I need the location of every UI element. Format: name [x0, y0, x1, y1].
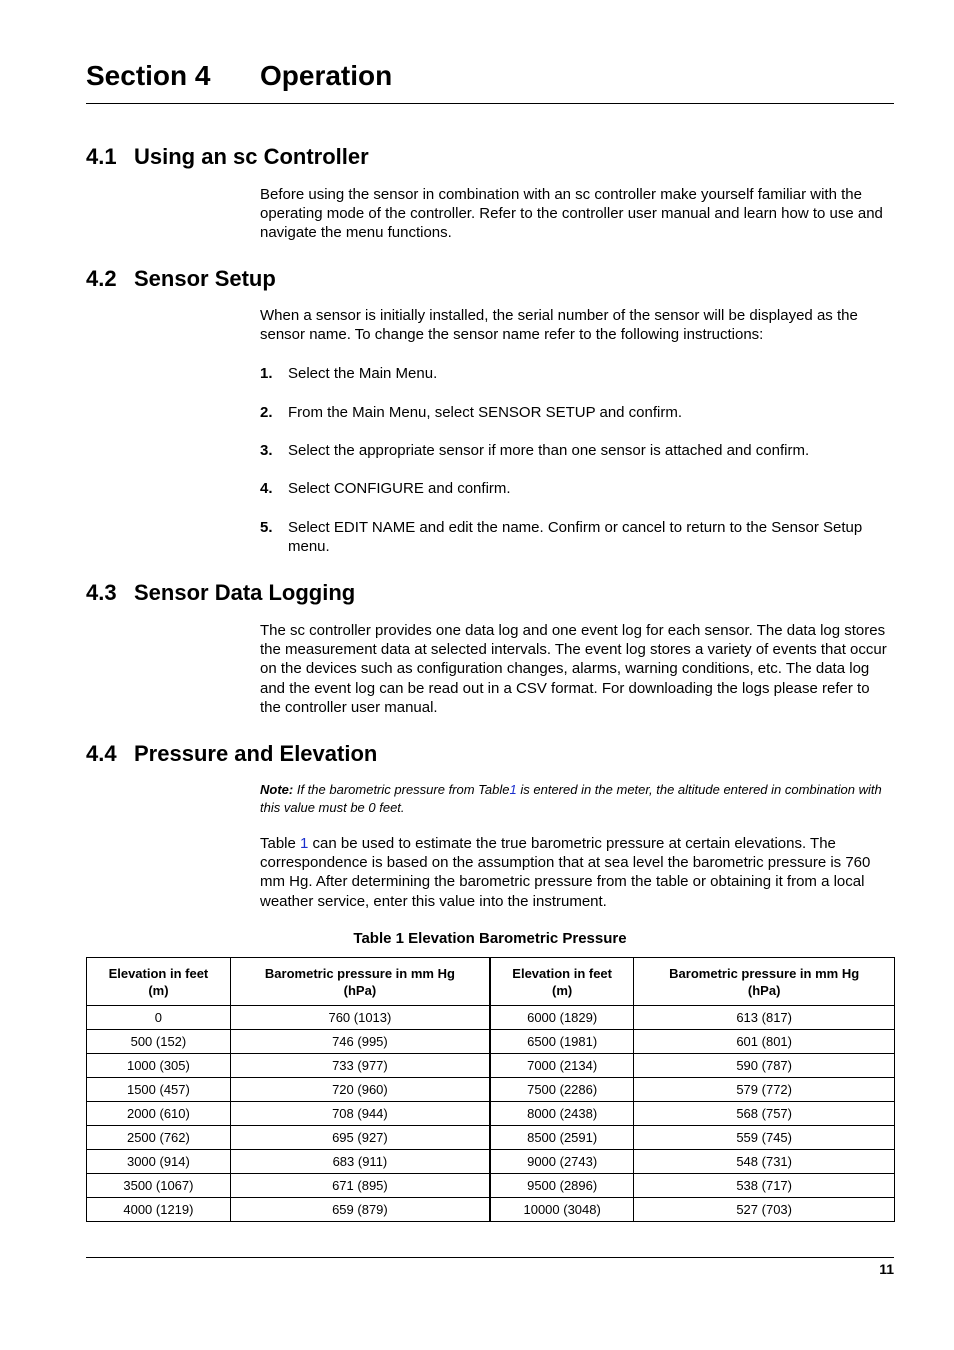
table-cell: 527 (703): [634, 1198, 895, 1222]
table-cell: 720 (960): [230, 1078, 490, 1102]
step-number: 2.: [260, 404, 273, 421]
table-cell: 9500 (2896): [490, 1174, 634, 1198]
paragraph-4-1: Before using the sensor in combination with an sc controller make yourself familiar with the operating mode of the controller. Refer to the controller user manual and learn how to use and navigate the menu functions.: [260, 186, 883, 242]
page-number: 11: [879, 1261, 894, 1277]
table-cell: 1000 (305): [87, 1054, 231, 1078]
table-cell: 708 (944): [230, 1102, 490, 1126]
table-cell: 659 (879): [230, 1198, 490, 1222]
heading-number: 4.4: [86, 741, 117, 766]
table-cell: 568 (757): [634, 1102, 895, 1126]
step-text: Select EDIT NAME and edit the name. Confirm or cancel to return to the Sensor Setup menu.: [288, 519, 863, 556]
heading-title: Using an sc Controller: [134, 144, 369, 169]
heading-number: 4.3: [86, 580, 117, 605]
table-cell: 6500 (1981): [490, 1030, 634, 1054]
table-cell: 500 (152): [87, 1030, 231, 1054]
step-text: From the Main Menu, select SENSOR SETUP and confirm.: [288, 404, 683, 421]
step-text: Select the Main Menu.: [288, 365, 438, 382]
table-cell: 695 (927): [230, 1126, 490, 1150]
step-3: [260, 441, 894, 460]
table-row: [87, 1150, 895, 1174]
table-cell: 3500 (1067): [87, 1174, 231, 1198]
table-link[interactable]: 1: [300, 835, 309, 852]
note: [260, 781, 894, 817]
table-cell: 601 (801): [634, 1030, 895, 1054]
table-cell: 7500 (2286): [490, 1078, 634, 1102]
column-header: Barometric pressure in mm Hg (hPa): [634, 958, 895, 1006]
table-row: [87, 1102, 895, 1126]
table-row: [87, 1054, 895, 1078]
column-header: Elevation in feet (m): [490, 958, 634, 1006]
step-2: [260, 403, 894, 422]
table-row: [87, 1006, 895, 1030]
step-4: [260, 479, 894, 498]
section-title: Operation: [260, 60, 393, 91]
table-cell: 2000 (610): [87, 1102, 231, 1126]
heading-4-3: [86, 580, 355, 606]
heading-number: 4.2: [86, 266, 117, 291]
heading-4-4: [86, 741, 377, 767]
step-text: Select CONFIGURE and confirm.: [288, 480, 511, 497]
table-row: [87, 1198, 895, 1222]
heading-title: Pressure and Elevation: [134, 741, 378, 766]
table-cell: 733 (977): [230, 1054, 490, 1078]
table-header-row: [87, 958, 895, 1006]
table-cell: 671 (895): [230, 1174, 490, 1198]
table-row: [87, 1030, 895, 1054]
table-caption: Table 1 Elevation Barometric Pressure: [353, 930, 627, 947]
paragraph-4-4: [260, 834, 894, 911]
table-cell: 613 (817): [634, 1006, 895, 1030]
heading-4-1: [86, 144, 369, 170]
footer-divider: [86, 1257, 894, 1258]
table-cell: 746 (995): [230, 1030, 490, 1054]
table-row: [87, 1174, 895, 1198]
section-header: [86, 60, 894, 104]
step-1: [260, 364, 894, 383]
table-cell: 579 (772): [634, 1078, 895, 1102]
table-cell: 6000 (1829): [490, 1006, 634, 1030]
heading-title: Sensor Setup: [134, 266, 276, 291]
elevation-pressure-table: [86, 957, 895, 1222]
step-number: 3.: [260, 442, 273, 459]
table-cell: 4000 (1219): [87, 1198, 231, 1222]
table-cell: 10000 (3048): [490, 1198, 634, 1222]
table-cell: 9000 (2743): [490, 1150, 634, 1174]
note-text-cont: is entered in the meter, the altitude entered in combination with this value must be 0 feet.: [260, 782, 882, 815]
table-cell: 8000 (2438): [490, 1102, 634, 1126]
table-cell: 7000 (2134): [490, 1054, 634, 1078]
paragraph-4-3: The sc controller provides one data log and one event log for each sensor. The data log stores the measurement data at selected intervals. The event log stores a variety of events that occur on the devices such as configuration changes, alarms, warning conditions, etc. The data log and the event log can be read out in a CSV format. For downloading the logs please refer to the controller user manual.: [260, 622, 887, 716]
table-cell: 1500 (457): [87, 1078, 231, 1102]
table-cell: 538 (717): [634, 1174, 895, 1198]
heading-number: 4.1: [86, 144, 117, 169]
table-cell: 548 (731): [634, 1150, 895, 1174]
column-header: Elevation in feet (m): [87, 958, 231, 1006]
table-cell: 8500 (2591): [490, 1126, 634, 1150]
paragraph-4-2: When a sensor is initially installed, the serial number of the sensor will be displayed as the sensor name. To change the sensor name refer to the following instructions:: [260, 307, 858, 344]
step-number: 5.: [260, 519, 273, 536]
heading-title: Sensor Data Logging: [134, 580, 356, 605]
heading-4-2: [86, 266, 276, 292]
section-number: Section 4: [86, 60, 211, 91]
table-cell: 559 (745): [634, 1126, 895, 1150]
step-number: 4.: [260, 480, 273, 497]
table-cell: 683 (911): [230, 1150, 490, 1174]
table-row: [87, 1078, 895, 1102]
step-text: Select the appropriate sensor if more than one sensor is attached and confirm.: [288, 442, 810, 459]
note-text: If the barometric pressure from Table: [296, 782, 510, 797]
paragraph-text-cont: can be used to estimate the true barometric pressure at certain elevations. The correspondence is based on the assumption that at sea level the barometric pressure is 760 mm Hg. After determining the barometric pressure from the table or obtaining it from a local weather service, enter this value into the instrument.: [260, 835, 871, 910]
table-cell: 760 (1013): [230, 1006, 490, 1030]
table-link[interactable]: 1: [509, 782, 517, 797]
paragraph-text: Table: [260, 835, 296, 852]
table-cell: 0: [87, 1006, 231, 1030]
table-cell: 2500 (762): [87, 1126, 231, 1150]
step-5: [260, 518, 894, 556]
table-cell: 590 (787): [634, 1054, 895, 1078]
table-row: [87, 1126, 895, 1150]
table-cell: 3000 (914): [87, 1150, 231, 1174]
step-number: 1.: [260, 365, 273, 382]
note-label: Note:: [260, 782, 294, 797]
column-header: Barometric pressure in mm Hg (hPa): [230, 958, 490, 1006]
